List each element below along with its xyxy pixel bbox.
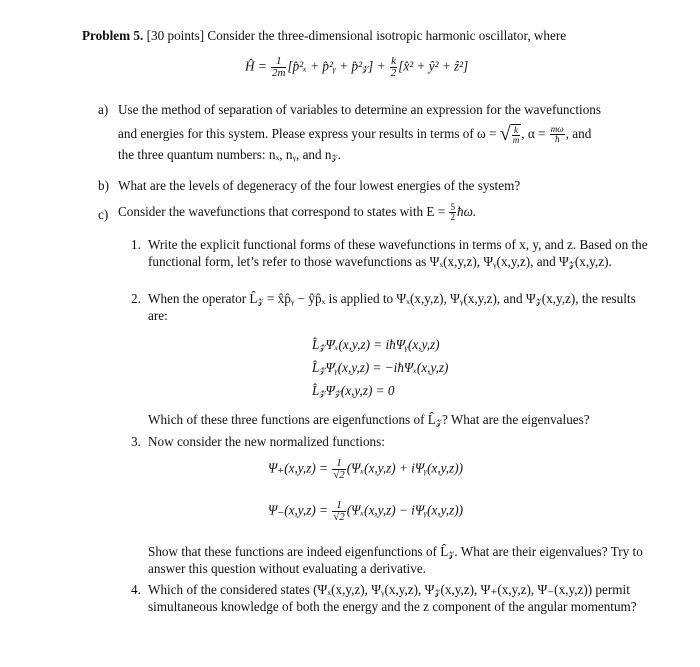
problem-header	[82, 27, 642, 44]
lz-equation-y: L̂𝓏Ψᵧ(x,y,z) = −iħΨₓ(x,y,z)	[312, 360, 449, 375]
part-a-text: Use the method of separation of variables to determine an expression for the wavefunctions and energies for this system. Please express your results in terms of ω = √ $\frac{k}{m}$ , α = $\frac{m\omega}{ħ}$ , and the three quantum numbers: nₓ, nᵧ, and n𝓏.	[118, 102, 602, 163]
problem-label: Problem 5.	[82, 28, 144, 43]
item-3-followup: Show that these functions are indeed eigenfunctions of L̂𝓏. What are their eigenvalues? Try to answer this question without evaluating a derivative.	[148, 544, 643, 576]
alpha-fraction: $\frac{m\omega}{ħ}$	[550, 124, 564, 145]
item-3-marker: 3.	[131, 434, 141, 449]
part-b-text: What are the levels of degeneracy of the four lowest energies of the system?	[118, 178, 521, 193]
part-a-marker: a)	[98, 102, 109, 117]
item-4-marker: 4.	[131, 582, 141, 597]
lz-equation-x: L̂𝓏Ψₓ(x,y,z) = iħΨᵧ(x,y,z)	[312, 337, 440, 352]
hamiltonian-equation: Ĥ = $\frac{1}{2m}$ [p̂²ₓ + p̂²ᵧ + p̂²𝓏] + $\frac{k}{2}$ [x̂² + ŷ² + ẑ²]	[245, 55, 469, 79]
lz-equation-z: L̂𝓏Ψ𝓏(x,y,z) = 0	[312, 383, 395, 398]
sqrt-k-over-m: √ $\frac{k}{m}$	[499, 123, 520, 146]
energy-fraction: $\frac{5}{2}$	[450, 202, 455, 223]
item-1-marker: 1.	[131, 237, 141, 252]
hamiltonian-fraction-1: $\frac{1}{2m}$	[272, 55, 286, 79]
hamiltonian-fraction-2: $\frac{k}{2}$	[390, 55, 397, 79]
part-c-marker: c)	[98, 207, 109, 222]
item-2-question: Which of these three functions are eigenfunctions of L̂𝓏? What are the eigenvalues?	[148, 412, 590, 427]
item-4-text: Which of the considered states (Ψₓ(x,y,z), Ψᵧ(x,y,z), Ψ𝓏(x,y,z), Ψ₊(x,y,z), Ψ₋(x,y,z)) permit simultaneous knowledge of both the energy and the z component of the angular momentum?	[148, 582, 637, 614]
psi-plus-equation: Ψ₊(x,y,z) = $\frac{1}{√2}$ (Ψₓ(x,y,z) + iΨᵧ(x,y,z))	[268, 457, 464, 481]
item-3-text: Now consider the new normalized functions:	[148, 434, 385, 449]
item-1-text: Write the explicit functional forms of these wavefunctions in terms of x, y, and z. Based on the functional form, let’s refer to those wavefunctions as Ψₓ(x,y,z), Ψᵧ(x,y,z), and Ψ𝓏(x,y,z).	[148, 237, 648, 269]
part-b-marker: b)	[98, 178, 109, 193]
item-2-marker: 2.	[131, 291, 141, 306]
psi-minus-equation: Ψ₋(x,y,z) = $\frac{1}{√2}$ (Ψₓ(x,y,z) − iΨᵧ(x,y,z))	[268, 499, 464, 523]
problem-intro: [30 points] Consider the three-dimensional isotropic harmonic oscillator, where	[143, 28, 567, 43]
item-2-text: When the operator L̂𝓏 = x̂p̂ᵧ − ŷp̂ₓ is applied to Ψₓ(x,y,z), Ψᵧ(x,y,z), and Ψ𝓏(x,y,z), the results are:	[148, 291, 636, 323]
part-c-text: Consider the wavefunctions that correspond to states with E = $\frac{5}{2}$ ħω.	[118, 202, 477, 223]
